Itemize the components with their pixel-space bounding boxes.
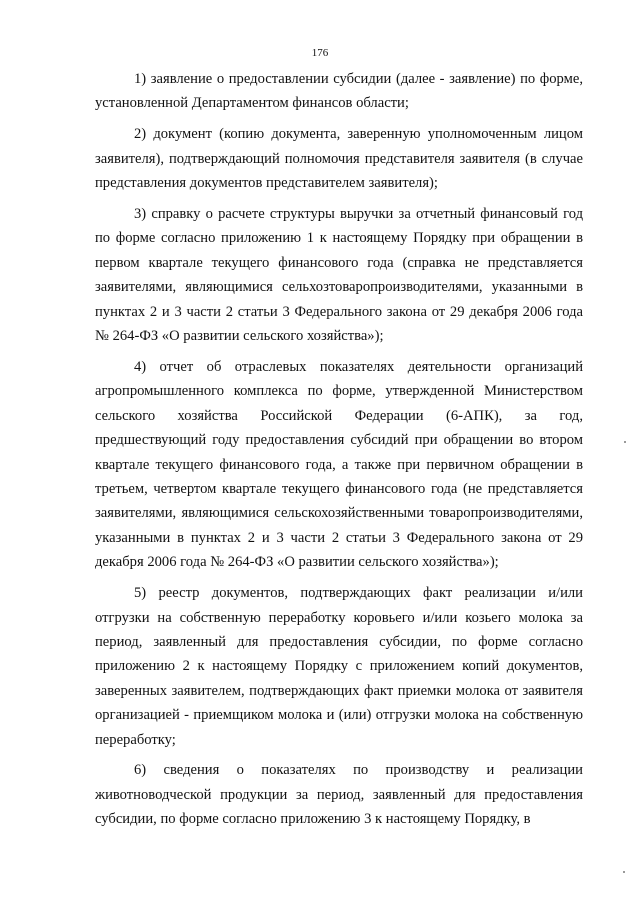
document-body — [95, 67, 583, 838]
scan-speck — [623, 871, 625, 873]
paragraph-item-4: 4) отчет об отраслевых показателях деятельности организаций агропромышленного комплекса по форме, утвержденной Министерством сельского хозяйства Российской Федерации (6-АПК), за год, предшествующий году предоставления субсидий при обращении во втором квартале текущего финансового года, а также при первичном обращении в третьем, четвертом квартале текущего финансового года (не представляется заявителями, являющимися сельскохозяйственными товаропроизводителями, указанными в пунктах 2 и 3 части 2 статьи 3 Федерального закона от 29 декабря 2006 года № 264-ФЗ «О развитии сельского хозяйства»); — [95, 358, 583, 571]
paragraph-item-2: 2) документ (копию документа, заверенную уполномоченным лицом заявителя), подтверждающий полномочия представителя заявителя (в случае представления документов представителем заявителя); — [95, 126, 583, 192]
paragraph-item-1: 1) заявление о предоставлении субсидии (далее - заявление) по форме, установленной Департаментом финансов области; — [95, 71, 583, 112]
paragraph-item-5: 5) реестр документов, подтверждающих факт реализации и/или отгрузки на собственную переработку коровьего и/или козьего молока за период, заявленный для предоставления субсидии, по форме согласно приложению 2 к настоящему Порядку с приложением копий документов, заверенных заявителем, подтверждающих факт приемки молока от заявителя организацией - приемщиком молока и (или) отгрузки молока на собственную переработку; — [95, 585, 583, 748]
page-number: 176 — [311, 47, 329, 59]
paragraph-item-6: 6) сведения о показателях по производству и реализации животноводческой продукции за период, заявленный для предоставления субсидии, по форме согласно приложению 3 к настоящему Порядку, в — [95, 762, 583, 828]
paragraph-item-3: 3) справку о расчете структуры выручки за отчетный финансовый год по форме согласно приложению 1 к настоящему Порядку при обращении в первом квартале текущего финансового года (справка не представляется заявителями, являющимися сельхозтоваропроизводителями, указанными в пунктах 2 и 3 части 2 статьи 3 Федерального закона от 29 декабря 2006 года № 264-ФЗ «О развитии сельского хозяйства»); — [95, 206, 583, 345]
scan-speck — [624, 441, 626, 443]
